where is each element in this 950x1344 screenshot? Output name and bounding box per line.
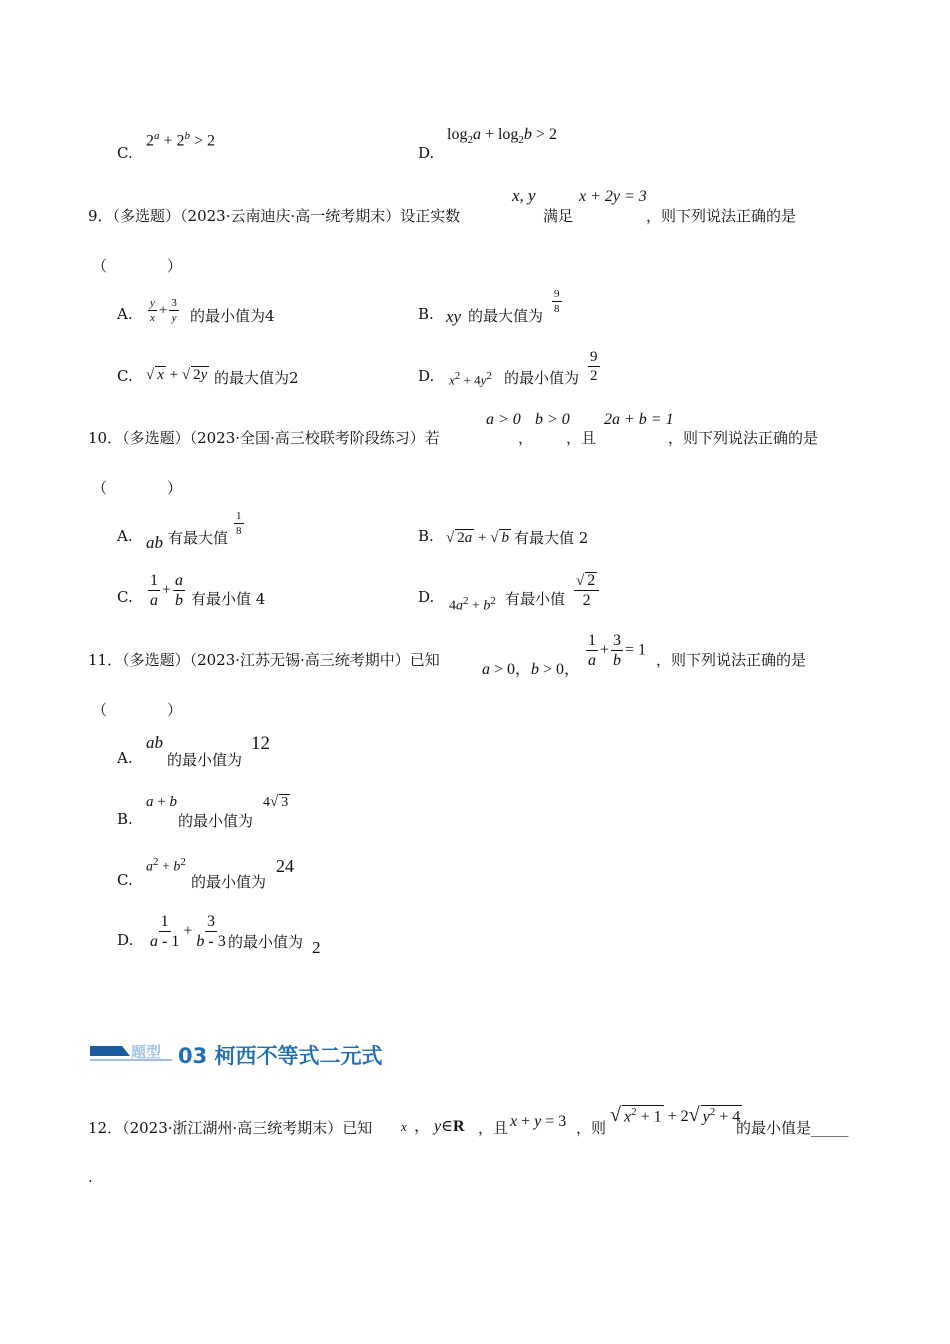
q9-option-a-label: A. [117,305,133,323]
q8-option-d-math: $\log_2a + \log_2b > 2$ [447,126,557,147]
q10-option-d-fraction: $\frac{√ 2}{2}$ [572,572,601,609]
q10-option-c-text: 有最小值 4 [191,590,266,608]
q9-option-a-math: $\frac{y}{x}$ + $\frac{3}{y}$ [150,297,177,324]
q10-option-b-text: 有最大值 2 [514,529,589,547]
q10-condition: 2a + b = 1 [604,411,674,428]
q12-mid2: ，则 [576,1119,607,1137]
q11-option-a-value: 12 [251,733,270,754]
q12-suffix: 的最小值是_____ [736,1119,849,1137]
q11-stem [88,649,440,670]
q9-option-c-text: 的最大值为2 [214,369,299,387]
q9-condition: x + 2y = 3 [579,188,647,205]
q9-suffix: ，则下列说法正确的是 [646,207,797,225]
q10-option-c-label: C. [117,588,133,606]
q11-option-d-text: 的最小值为 [228,933,304,951]
q11-conditions: a > 0，b > 0， [482,661,581,678]
q10-cond-a: a > 0 [486,411,521,428]
q10-comma: ， [518,429,534,447]
q10-suffix: ，则下列说法正确的是 [668,429,819,447]
q11-condition-fraction: $\frac{1}{a}$ + $\frac{3}{b}$ = 1 [588,632,647,669]
q9-option-b-label: B. [418,305,434,323]
q10-option-a-math: ab [146,533,163,552]
q11-option-a-text: 的最小值为 [167,751,243,769]
section-tag: 题型 [131,1043,162,1061]
q10-option-d-math: $4a^2 + b^2$ [449,595,496,614]
q10-option-a-fraction: $\frac{1}{8}$ [236,510,242,537]
q10-option-b-math: √ 2a + √ b [446,530,509,546]
q11-suffix: ，则下列说法正确的是 [656,651,807,669]
q11-option-c-text: 的最小值为 [191,873,267,891]
q10-option-a-text: 有最大值 [168,529,229,547]
q9-option-d-math: $x^2 + 4y^2$ [449,370,492,388]
q11-option-c-math: $a^2 + b^2$ [146,856,186,875]
q9-prefix: （多选题）（2023·云南迪庆·高一统考期末）设正实数 [112,207,461,225]
q10-mid: ，且 [566,429,597,447]
q9-option-d-fraction: $\frac{9}{2}$ [590,349,598,384]
q12-condition: x + y = 3 [510,1113,567,1130]
q10-option-a-label: A. [117,527,133,545]
q11-option-a-label: A. [117,749,133,767]
q9-answer-paren: （ ） [92,257,183,275]
q12-set: ， y∈R [414,1118,465,1135]
q8-option-c-math: $2^a + 2^b > 2$ [146,130,216,150]
q10-option-c-math: $\frac{1}{a}$ + $\frac{a}{b}$ [150,572,184,609]
q11-option-a-math: ab [146,733,163,752]
q10-cond-b: b > 0 [535,411,570,428]
q9-option-d-text: 的最小值为 [504,369,580,387]
q12-var-x: x [401,1119,407,1134]
q9-option-a-text: 的最小值为4 [190,307,275,325]
q10-option-d-text: 有最小值 [505,590,566,608]
q11-option-d-value: 2 [312,938,321,957]
q11-option-c-value: 24 [276,856,294,876]
q12-mid: ，且 [478,1119,509,1137]
q12-end: . [88,1168,93,1186]
section-title: 03 柯西不等式二元式 [178,1044,383,1068]
q11-option-b-label: B. [117,810,133,828]
q9-option-b-text: 的最大值为 [468,307,544,325]
q12-number: 12． [88,1119,123,1137]
q10-prefix: （多选题）（2023·全国·高三校联考阶段练习）若 [122,429,440,447]
q9-option-d-label: D. [418,367,435,385]
q10-stem [88,427,440,448]
q9-stem [88,205,460,226]
q9-vars: x, y [512,186,536,205]
q11-option-b-value: 4√ 3 [263,794,289,810]
q9-option-b-fraction: $\frac{9}{8}$ [554,288,560,315]
q11-prefix: （多选题）（2023·江苏无锡·高三统考期中）已知 [122,651,440,669]
q11-option-d-label: D. [117,931,134,949]
q9-mid: 满足 [543,207,574,225]
q9-number: 9． [88,207,113,225]
q11-option-c-label: C. [117,871,133,889]
q10-option-b-label: B. [418,527,434,545]
q10-answer-paren: （ ） [92,479,183,497]
q9-option-b-math: xy [446,307,462,326]
q11-option-b-text: 的最小值为 [178,812,254,830]
q12-prefix: （2023·浙江湖州·高三统考期末）已知 [122,1119,373,1137]
q8-option-d-label: D. [418,144,435,162]
q8-option-c-label: C. [117,144,133,162]
q10-option-d-label: D. [418,588,435,606]
q11-option-d-math: $\frac{1}{a - 1}$ + $\frac{3}{b - 3}$ [150,913,226,950]
q9-option-c-label: C. [117,367,133,385]
q12-expression: √ $x^2 + 1 + 2√$ $y^2 + 4$ [610,1104,741,1126]
q9-option-c-math: √ x + √ 2y [146,367,208,383]
q11-number: 11． [88,651,123,669]
q12-stem [88,1117,372,1138]
q11-option-b-math: a + b [146,794,177,810]
q11-answer-paren: （ ） [92,701,183,719]
q10-number: 10． [88,429,123,447]
